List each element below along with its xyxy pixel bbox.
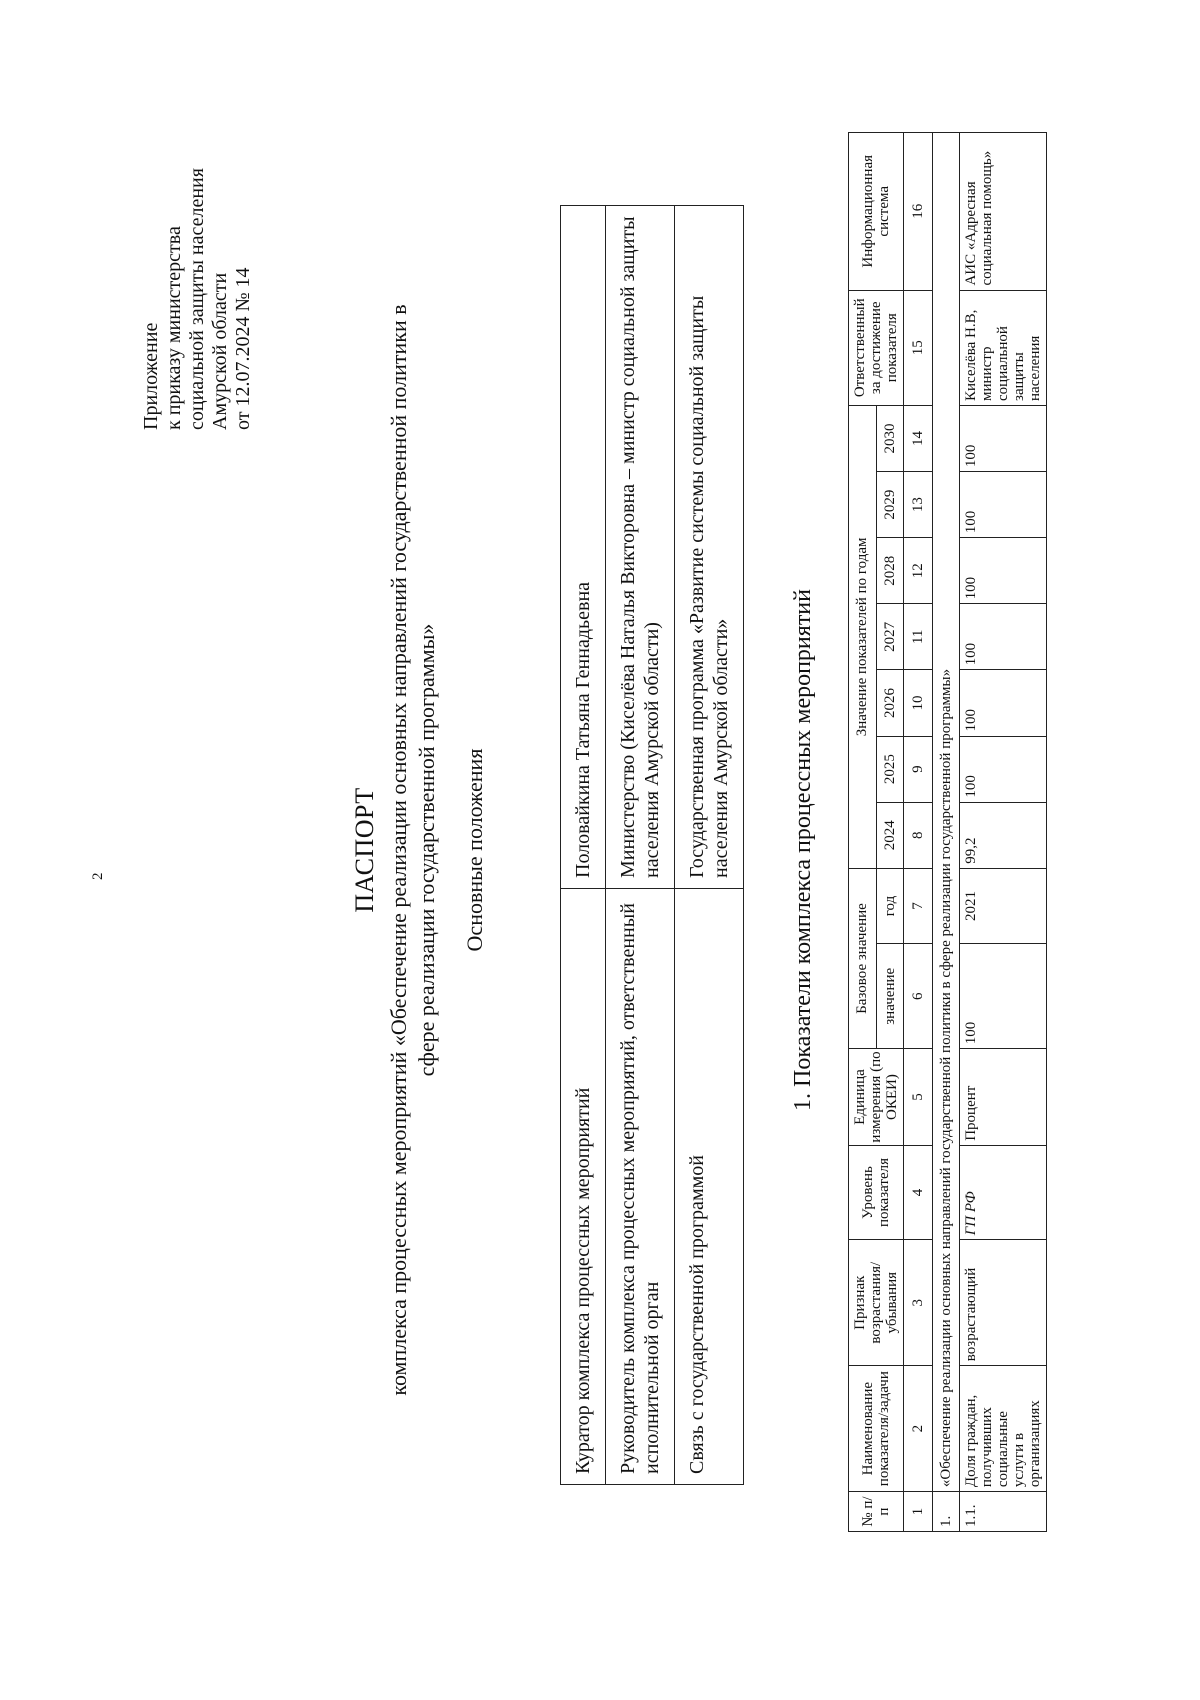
base-value: 100 — [960, 944, 1047, 1049]
column-number: 15 — [904, 290, 933, 405]
document-heading: ПАСПОРТ — [350, 787, 379, 913]
base-year: 2021 — [960, 868, 1047, 944]
indicator-name: Доля граждан, получивших социальные услуги в организациях — [960, 1366, 1047, 1492]
col-header-info-system: Информационная система — [849, 133, 904, 291]
column-number: 3 — [904, 1240, 933, 1366]
document-title-line-1: комплекса процессных мероприятий «Обеспечение реализации основных направлений государственной политики в — [386, 304, 411, 1396]
column-number: 2 — [904, 1366, 933, 1492]
basic-value: Государственная программа «Развитие системы социальной защиты населения Амурской области» — [675, 206, 744, 889]
col-header-num: № п/п — [849, 1492, 904, 1532]
col-header-year: 2027 — [876, 604, 904, 670]
col-header-responsible: Ответственный за достижение показателя — [849, 290, 904, 405]
column-number: 12 — [904, 538, 933, 604]
section-title: «Обеспечение реализации основных направлений государственной политики в сфере реализации государственной программы» — [933, 133, 960, 1492]
col-header-values-by-year: Значение показателей по годам — [849, 405, 877, 868]
column-number: 1 — [904, 1492, 933, 1532]
column-number: 14 — [904, 405, 933, 471]
basic-provisions-table — [560, 205, 744, 1485]
col-header-year: 2025 — [876, 736, 904, 802]
section-row — [933, 133, 960, 1532]
row-number: 1.1. — [960, 1492, 1047, 1532]
column-number: 7 — [904, 868, 933, 944]
column-number: 16 — [904, 133, 933, 291]
col-header-year: 2024 — [876, 802, 904, 868]
column-number: 8 — [904, 802, 933, 868]
column-number: 9 — [904, 736, 933, 802]
year-value: 100 — [960, 405, 1047, 471]
table-row — [960, 133, 1047, 1532]
title-block — [350, 40, 488, 1660]
col-header-base-value: значение — [876, 944, 904, 1049]
basic-value: Министерство (Киселёва Наталья Викторовна – министр социальной защиты населения Амурской области) — [606, 206, 675, 889]
col-header-unit: Единица измерения (по ОКЕИ) — [849, 1049, 904, 1146]
table-row — [561, 206, 606, 1485]
column-number: 5 — [904, 1049, 933, 1146]
appendix-note: Приложение к приказу министерства социальной защиты населения Амурской области от 12.07.2024 № 14 — [140, 168, 254, 430]
column-number: 10 — [904, 670, 933, 736]
basic-value: Половайкина Татьяна Геннадьевна — [561, 206, 606, 889]
indicator-sign: возрастающий — [960, 1240, 1047, 1366]
page-number: 2 — [90, 872, 106, 880]
col-header-sign: Признак возрастания/ убывания — [849, 1240, 904, 1366]
col-header-base: Базовое значение — [849, 868, 877, 1049]
table-row — [606, 206, 675, 1485]
col-header-year: 2028 — [876, 538, 904, 604]
year-value: 100 — [960, 670, 1047, 736]
basic-key: Связь с государственной программой — [675, 889, 744, 1485]
year-value: 100 — [960, 472, 1047, 538]
column-number: 11 — [904, 604, 933, 670]
year-value: 100 — [960, 538, 1047, 604]
col-header-name: Наименование показателя/задачи — [849, 1366, 904, 1492]
basic-key: Руководитель комплекса процессных мероприятий, ответственный исполнительной орган — [606, 889, 675, 1485]
document-title-line-2: сфере реализации государственной программы» — [414, 623, 439, 1077]
indicator-level: ГП РФ — [960, 1145, 1047, 1239]
col-header-level: Уровень показателя — [849, 1145, 904, 1239]
basic-key: Куратор комплекса процессных мероприятий — [561, 889, 606, 1485]
basic-provisions-heading: Основные положения — [462, 748, 487, 952]
column-number: 13 — [904, 472, 933, 538]
year-value: 99,2 — [960, 802, 1047, 868]
header-row — [849, 133, 877, 1532]
column-numbers-row — [904, 133, 933, 1532]
indicator-unit: Процент — [960, 1049, 1047, 1146]
col-header-year: 2029 — [876, 472, 904, 538]
year-value: 100 — [960, 736, 1047, 802]
col-header-year: 2026 — [876, 670, 904, 736]
year-value: 100 — [960, 604, 1047, 670]
table-row — [675, 206, 744, 1485]
column-number: 6 — [904, 944, 933, 1049]
document-page — [60, 40, 1180, 1660]
section-number: 1. — [933, 1492, 960, 1532]
column-number: 4 — [904, 1145, 933, 1239]
indicators-table — [848, 132, 1047, 1532]
responsible-person: Киселёва Н.В, министр социальной защиты населения — [960, 290, 1047, 405]
col-header-base-year: год — [876, 868, 904, 944]
information-system: АИС «Адресная социальная помощь» — [960, 133, 1047, 291]
col-header-year: 2030 — [876, 405, 904, 471]
indicators-section-title: 1. Показатели комплекса процессных мероприятий — [790, 589, 816, 1112]
